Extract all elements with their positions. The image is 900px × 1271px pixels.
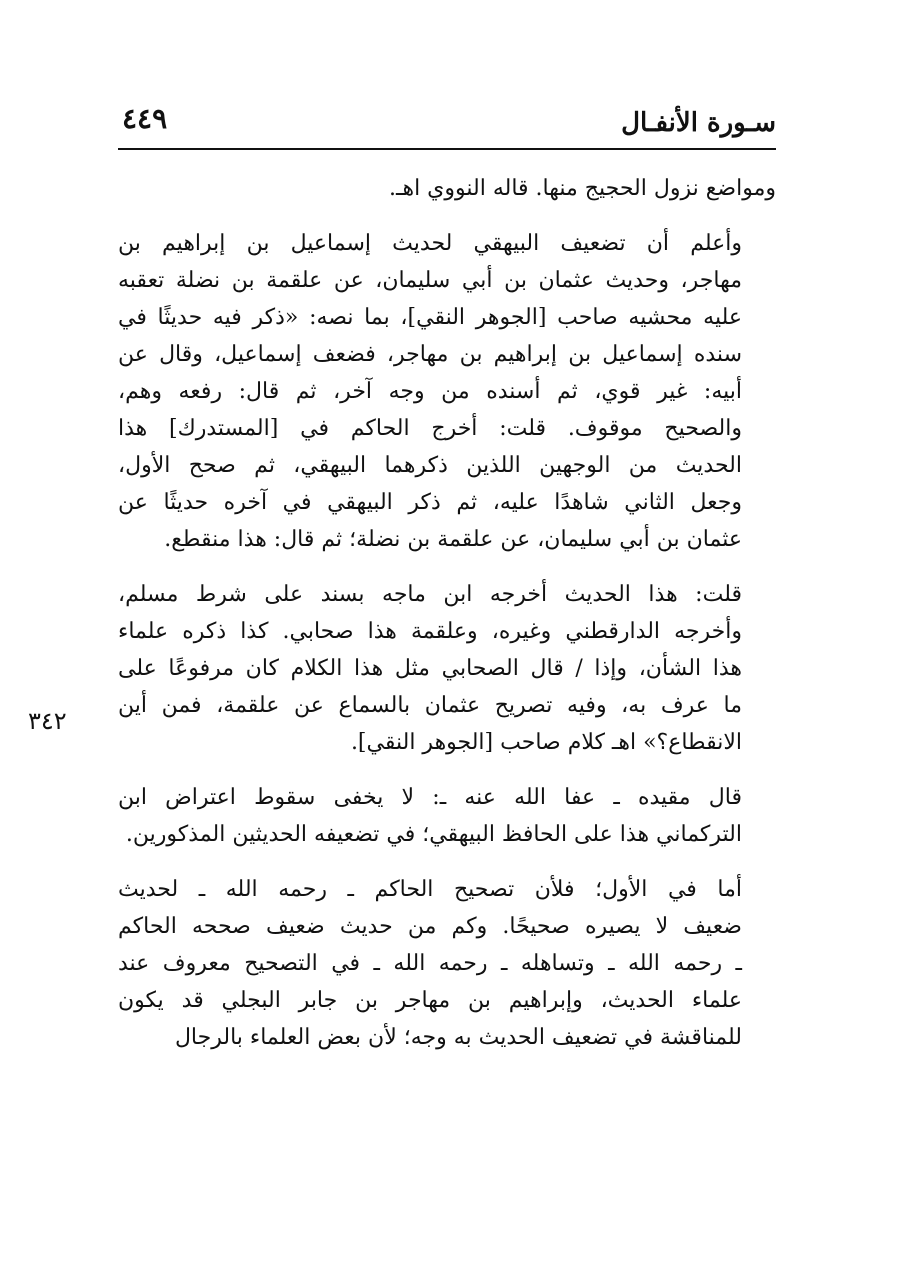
text-line: الانقطاع؟» اهـ كلام صاحب [الجوهر النقي]. bbox=[350, 730, 742, 755]
text-line: قلت: هذا الحديث أخرجه ابن ماجه بسند على شرط مسلم، bbox=[118, 582, 742, 607]
text-line: للمناقشة في تضعيف الحديث به وجه؛ لأن بعض العلماء بالرجال bbox=[174, 1025, 742, 1050]
text-line: التركماني هذا على الحافظ البيهقي؛ في تضعيفه الحديثين المذكورين. bbox=[125, 822, 742, 847]
text-line: ـ رحمه الله ـ وتساهله ـ رحمه الله ـ في التصحيح معروف عند bbox=[118, 951, 742, 976]
text-line: مهاجر، وحديث عثمان بن أبي سليمان، عن علقمة بن نضلة تعقبه bbox=[118, 268, 742, 293]
paragraph bbox=[118, 170, 776, 207]
page-number: ٤٤٩ bbox=[122, 102, 168, 135]
text-line: وأخرجه الدارقطني وغيره، وعلقمة هذا صحابي. كذا ذكره علماء bbox=[118, 619, 742, 644]
text-line: ومواضع نزول الحجيج منها. قاله النووي اهـ. bbox=[389, 176, 776, 201]
text-line: عليه محشيه صاحب [الجوهر النقي]، بما نصه: «ذكر فيه حديثًا في bbox=[118, 305, 742, 330]
paragraph bbox=[118, 779, 776, 853]
text-line: الحديث من الوجهين اللذين ذكرهما البيهقي، ثم صحح الأول، bbox=[118, 453, 742, 478]
text-line: عثمان بن أبي سليمان، عن علقمة بن نضلة؛ ثم قال: هذا منقطع. bbox=[164, 527, 742, 552]
margin-page-reference: ٣٤٢ bbox=[28, 707, 67, 735]
text-line: هذا الشأن، وإذا / قال الصحابي مثل هذا الكلام كان مرفوعًا على bbox=[118, 656, 742, 681]
text-line: ضعيف لا يصيره صحيحًا. وكم من حديث ضعيف صححه الحاكم bbox=[118, 914, 742, 939]
text-line: ما عرف به، وفيه تصريح عثمان بالسماع عن علقمة، فمن أين bbox=[118, 693, 742, 718]
text-line: والصحيح موقوف. قلت: أخرج الحاكم في [المستدرك] هذا bbox=[118, 416, 742, 441]
text-line: وأعلم أن تضعيف البيهقي لحديث إسماعيل بن إبراهيم بن bbox=[118, 231, 742, 256]
text-line: علماء الحديث، وإبراهيم بن مهاجر بن جابر البجلي قد يكون bbox=[118, 988, 742, 1013]
paragraph bbox=[118, 225, 776, 558]
body-text bbox=[118, 170, 776, 1074]
text-line: أبيه: غير قوي، ثم أسنده من وجه آخر، ثم قال: رفعه وهم، bbox=[118, 379, 742, 404]
text-line: سنده إسماعيل بن إبراهيم بن مهاجر، فضعف إسماعيل، وقال عن bbox=[118, 342, 742, 367]
header-divider bbox=[118, 148, 776, 150]
text-line: أما في الأول؛ فلأن تصحيح الحاكم ـ رحمه الله ـ لحديث bbox=[118, 877, 742, 902]
paragraph bbox=[118, 576, 776, 761]
paragraph bbox=[118, 871, 776, 1056]
surah-title: سـورة الأنفـال bbox=[621, 108, 776, 138]
page-header bbox=[118, 98, 776, 148]
text-line: قال مقيده ـ عفا الله عنه ـ: لا يخفى سقوط اعتراض ابن bbox=[118, 785, 742, 810]
text-line: وجعل الثاني شاهدًا عليه، ثم ذكر البيهقي في آخره حديثًا عن bbox=[118, 490, 742, 515]
